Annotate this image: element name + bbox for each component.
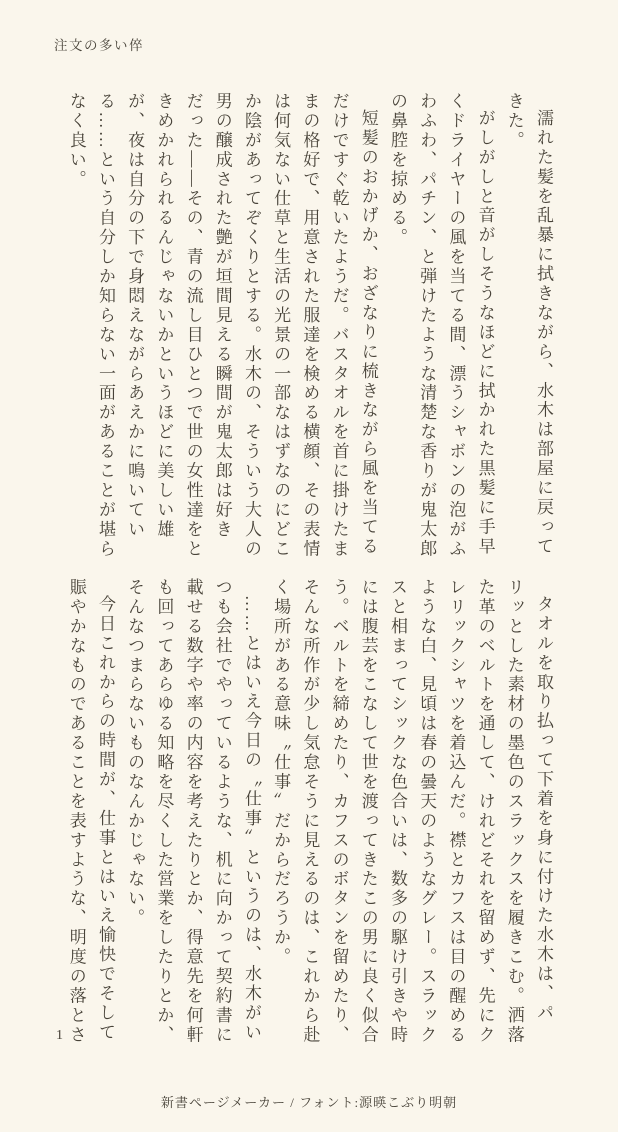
paragraph: タオルを取り払って下着を身に付けた水木は、パリッとした素材の墨色のスラックスを履きこむ。洒落た革のベルトを通して、けれどそれを留めず、先にクレリックシャツを着込んだ。襟とカフスは目の醒めるような白、見頃は春の曇天のようなグレー。スラックスと相まってシックな色合いは、数多の駆け引きや時には腹芸をこなして世を渡ってきたこの男に良く似合う。ベルトを締めたり、カフスのボタンを留めたり、そんな所作が少し気怠そうに見えるのは、これから赴く場所がある意味〝仕事〟だからだろうか。 [271, 578, 553, 1045]
text-block-bottom [62, 578, 558, 1052]
paragraph: ……とはいえ今日の〝仕事〟というのは、水木がいつも会社でやっているような、机に向かって契約書に載せる数字や率の内容を考えたりとか、得意先を何軒も回ってあらゆる知略を尽くした営業をしたりとか、そんなつまらないものなんかじゃない。 [125, 578, 261, 1045]
page-number: 1 [56, 1028, 63, 1043]
paragraph: 濡れた髪を乱暴に拭きながら、水木は部屋に戻ってきた。 [504, 92, 553, 557]
text-block-top [62, 92, 558, 566]
paragraph: 今日これからの時間が、仕事とはいえ愉快でそして賑やかなものであることを表すような、明度の落とさ [66, 578, 115, 1045]
paragraph: がしがしと音がしそうなほどに拭かれた黒髪に手早くドライヤーの風を当てる間、漂うシャボンの泡がふわふわ、パチン、と弾けたような清楚な香りが鬼太郎の鼻腔を掠める。 [387, 92, 495, 559]
footer-credit: 新書ページメーカー / フォント:源暎こぶり明朝 [160, 1095, 458, 1110]
page-title: 注文の多い倅 [54, 38, 144, 53]
paragraph: 短髪のおかげか、おざなりに梳きながら風を当てるだけですぐ乾いたようだ。バスタオルを首に掛けたままの格好で、用意された服達を検める横顔、その表情は何気ない仕草と生活の光景の一部なはずなのにどこか陰があってぞくりとする。水木の、そういう大人の男の醸成された艶が垣間見える瞬間が鬼太郎は好きだった――その、青の流し目ひとつで世の女性達をときめかれられるんじゃないかというほどに美しい雄が、夜は自分の下で身悶えながらあえかに鳴いている……という自分しか知らない一面があることが堪らなく良い。 [66, 92, 378, 559]
